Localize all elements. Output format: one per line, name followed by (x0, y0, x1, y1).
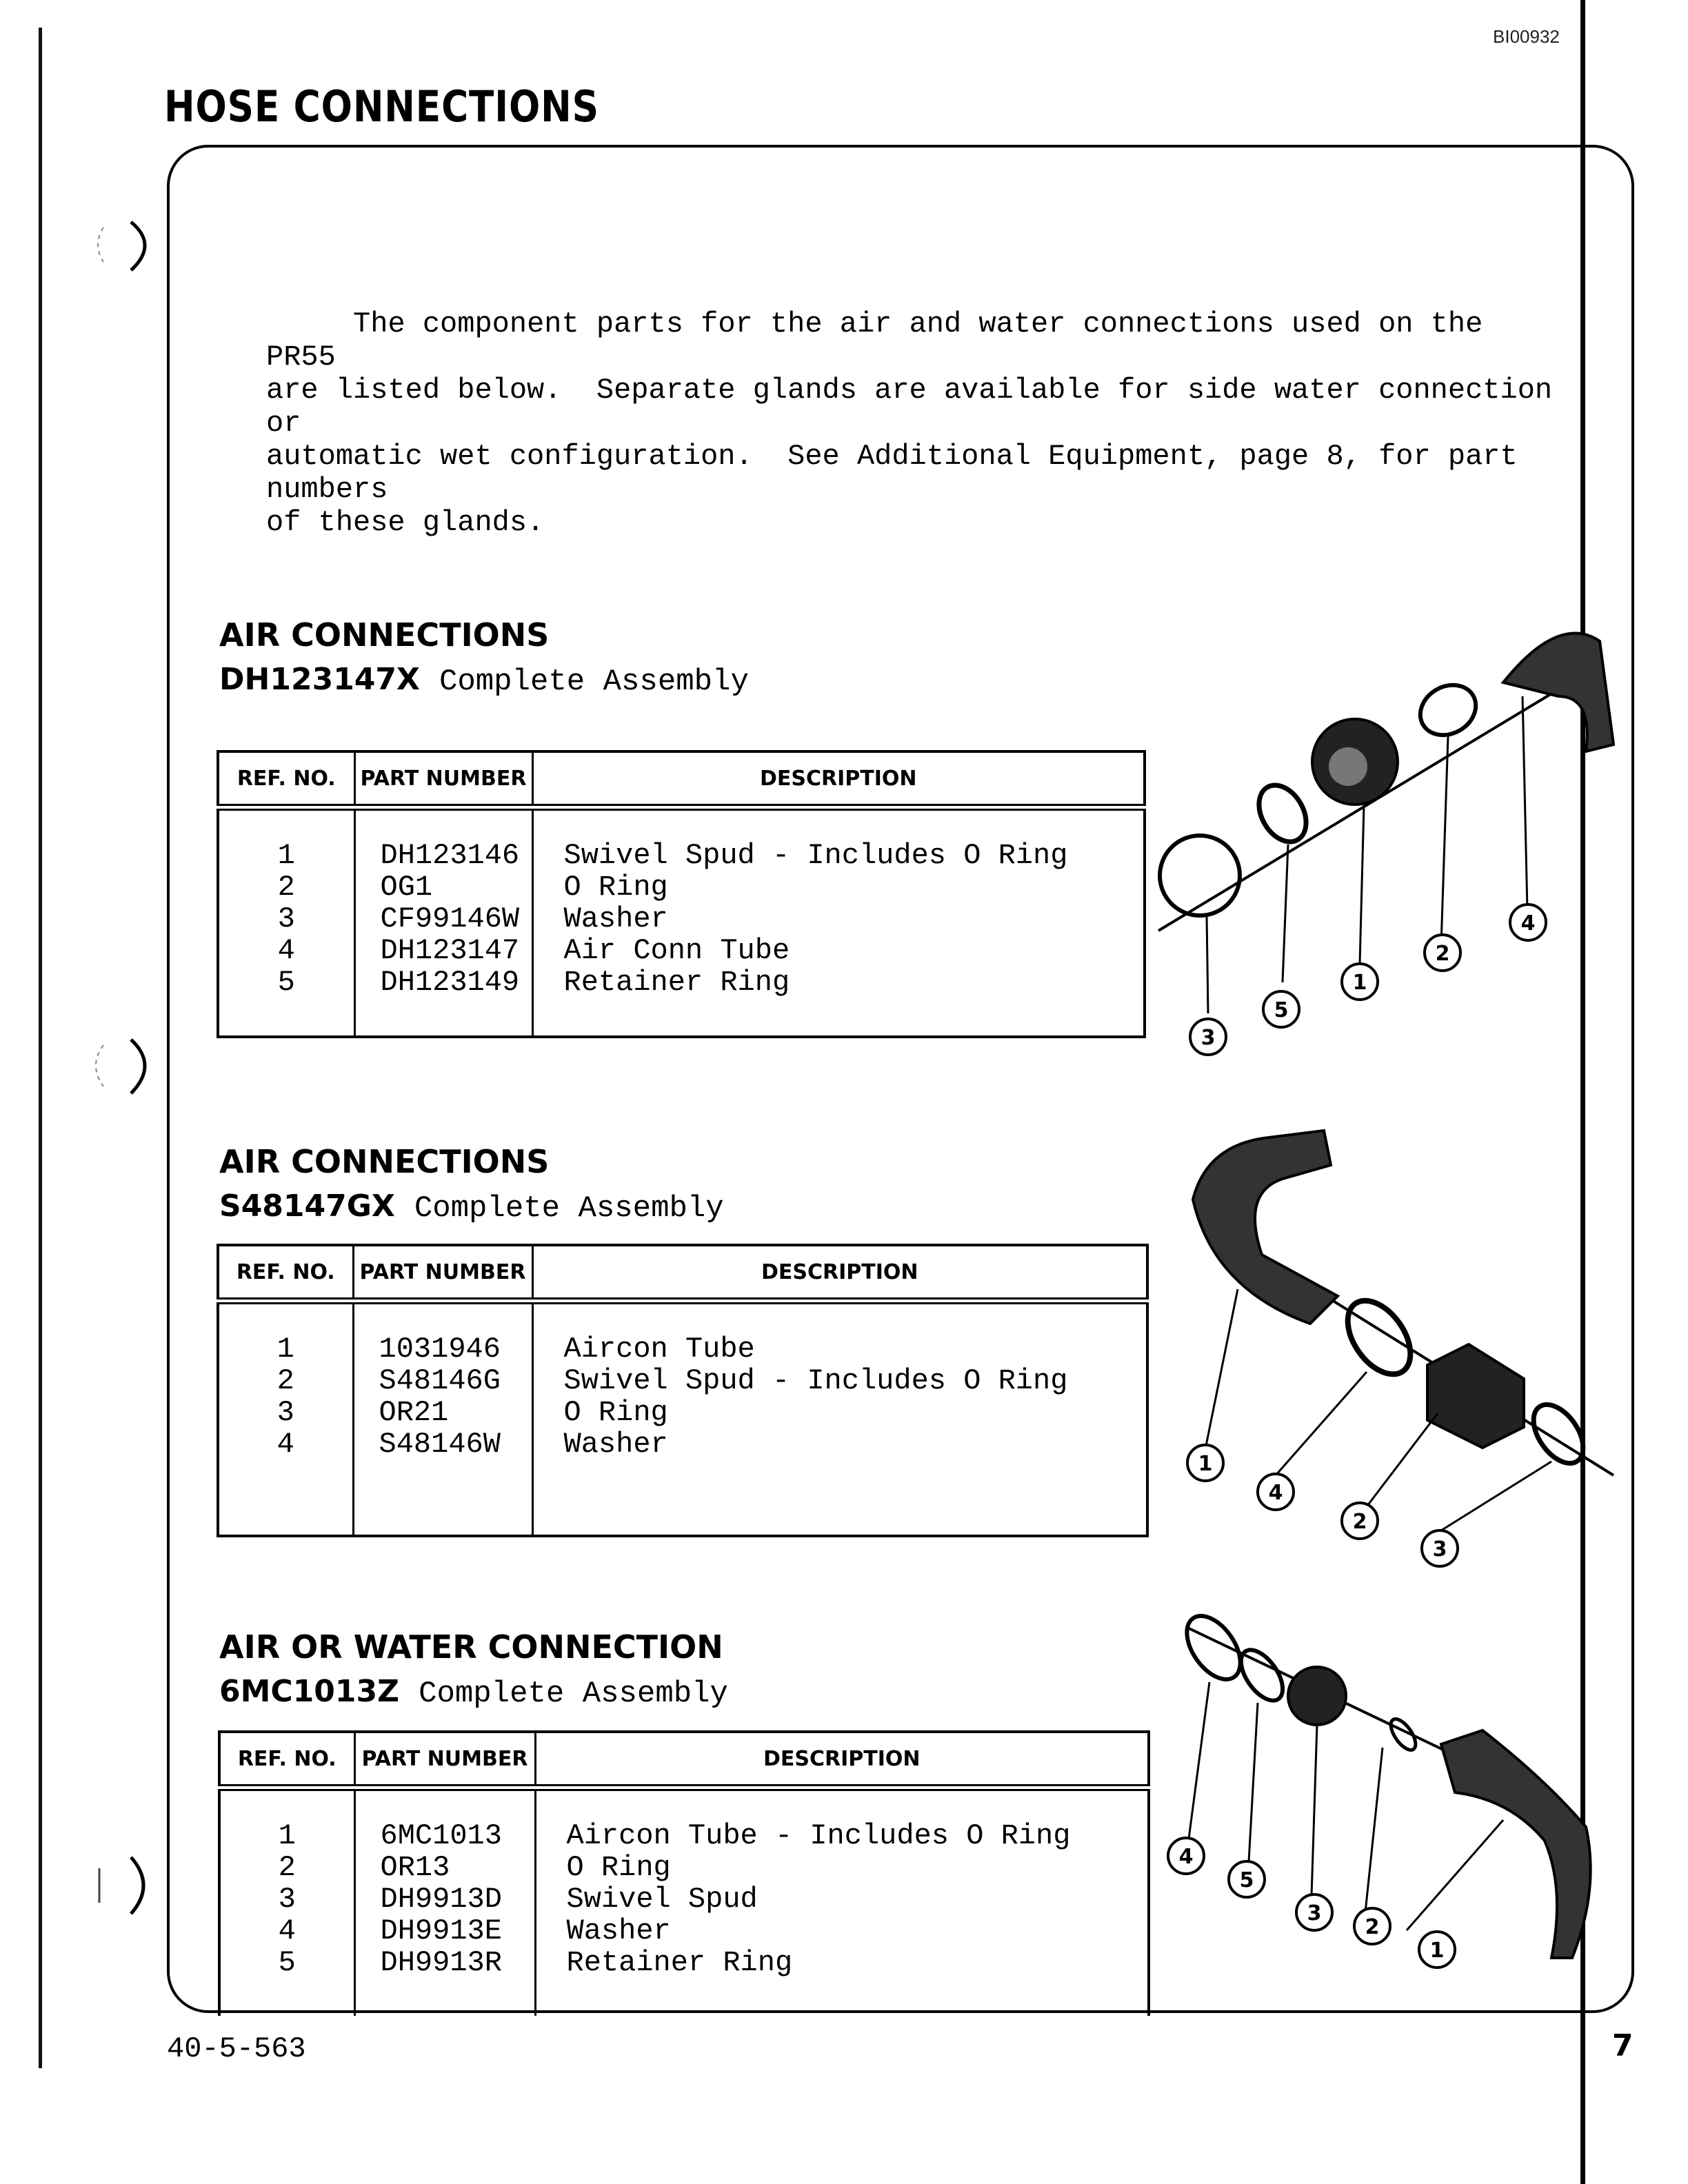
part-number: OR13 (380, 1851, 450, 1884)
ref-number: 4 (278, 1914, 296, 1948)
callout-icon (1296, 1894, 1332, 1930)
ref-number: 2 (278, 1851, 296, 1884)
part-number: CF99146W (380, 902, 520, 936)
callout-number: 5 (1239, 1868, 1254, 1892)
callout-icon (1168, 1838, 1204, 1874)
callout-number: 4 (1268, 1481, 1283, 1505)
part-description: Washer (566, 1914, 671, 1948)
callout-number: 3 (1432, 1537, 1447, 1561)
callout-icon (1342, 1503, 1378, 1539)
callout-number: 1 (1198, 1452, 1213, 1476)
tube-shape-icon (1193, 1131, 1338, 1324)
part-description: Retainer Ring (566, 1946, 793, 1979)
callout-icon (1187, 1445, 1223, 1481)
ref-number: 4 (277, 934, 295, 967)
column-header-ref: REF. NO. (218, 751, 354, 807)
part-description: O Ring (566, 1851, 671, 1884)
ref-number: 2 (277, 1364, 294, 1397)
callout-icon (1190, 1019, 1226, 1055)
part-number: OR21 (379, 1396, 449, 1429)
part-number: OG1 (380, 871, 433, 904)
column-header-desc: DESCRIPTION (535, 1732, 1149, 1788)
callout-number: 2 (1352, 1510, 1367, 1534)
ref-number: 1 (277, 1333, 294, 1366)
part-number: DH123149 (380, 966, 520, 999)
parts-table (217, 750, 1146, 1038)
part-number: S48146W (379, 1428, 501, 1461)
tube-shape-icon (1503, 634, 1614, 751)
intro-paragraph: The component parts for the air and water connections used on the PR55 are listed below. Separate glands are available for side water connection or automatic wet configuration. See Additional Equipment, page 8, for part numbers of these glands. (266, 307, 1553, 539)
part-number: DH9913D (380, 1883, 502, 1916)
assembly-part-number: 6MC1013Z (219, 1674, 400, 1709)
column-header-desc: DESCRIPTION (532, 751, 1145, 807)
document-number: 40-5-563 (167, 2032, 306, 2065)
assembly-description: Complete Assembly (439, 665, 749, 699)
part-description: O Ring (563, 1396, 668, 1429)
column-header-desc: DESCRIPTION (532, 1245, 1147, 1301)
callout-number: 2 (1365, 1915, 1380, 1939)
callout-number: 4 (1520, 911, 1536, 936)
ref-number: 5 (278, 1946, 296, 1979)
ref-number: 3 (277, 1396, 294, 1429)
part-number: DH9913R (380, 1946, 502, 1979)
callout-number: 1 (1429, 1939, 1445, 1963)
ref-number: 4 (277, 1428, 294, 1461)
ref-number: 2 (277, 871, 295, 904)
assembly-part-number: DH123147X (219, 662, 420, 697)
assembly-part-number: S48147GX (219, 1189, 395, 1224)
part-description: Swivel Spud (566, 1883, 758, 1916)
page-number: 7 (1612, 2028, 1634, 2063)
table-row (219, 1788, 1149, 2016)
callout-icon (1263, 991, 1299, 1027)
exploded-view-diagram-1 (1145, 586, 1627, 1069)
part-number: DH123147 (380, 934, 520, 967)
column-header-part: PART NUMBER (354, 751, 532, 807)
callout-icon (1425, 935, 1460, 971)
table-row (218, 1301, 1147, 1536)
column-header-part: PART NUMBER (354, 1732, 535, 1788)
part-number: 1031946 (379, 1333, 501, 1366)
assembly-line (219, 1189, 724, 1226)
callout-number: 4 (1178, 1845, 1194, 1869)
parts-table (218, 1730, 1150, 2016)
callout-number: 3 (1307, 1901, 1322, 1925)
part-description: Swivel Spud - Includes O Ring (563, 1364, 1068, 1397)
part-description: Swivel Spud - Includes O Ring (563, 839, 1068, 872)
section-title: AIR OR WATER CONNECTION (219, 1628, 723, 1666)
parts-table (217, 1244, 1149, 1537)
part-number: DH9913E (380, 1914, 502, 1948)
callout-icon (1510, 904, 1546, 940)
column-header-part: PART NUMBER (353, 1245, 532, 1301)
ref-number: 1 (277, 839, 295, 872)
callout-icon (1422, 1530, 1458, 1566)
binder-hole-icon (83, 1848, 159, 1923)
ref-number: 3 (277, 902, 295, 936)
part-number: 6MC1013 (380, 1819, 502, 1852)
column-header-ref: REF. NO. (218, 1245, 353, 1301)
part-description: Aircon Tube - Includes O Ring (566, 1819, 1071, 1852)
part-description: Aircon Tube (563, 1333, 755, 1366)
table-row (218, 807, 1145, 1037)
exploded-view-diagram-3 (1158, 1599, 1614, 1999)
assembly-description: Complete Assembly (419, 1677, 728, 1711)
callout-icon (1419, 1932, 1455, 1968)
callout-icon (1354, 1908, 1390, 1944)
ref-number: 3 (278, 1883, 296, 1916)
part-description: Retainer Ring (563, 966, 790, 999)
exploded-view-diagram-2 (1165, 1117, 1634, 1572)
ref-number: 5 (277, 966, 295, 999)
document-id: BI00932 (1493, 26, 1560, 47)
callout-number: 5 (1274, 998, 1289, 1022)
part-description: Washer (563, 1428, 668, 1461)
tube-shape-icon (1441, 1730, 1591, 1958)
assembly-line (219, 1674, 728, 1711)
callout-number: 2 (1435, 942, 1450, 966)
assembly-line (219, 662, 749, 699)
part-description: O Ring (563, 871, 668, 904)
assembly-description: Complete Assembly (414, 1191, 724, 1226)
callout-icon (1342, 964, 1378, 1000)
section-title: AIR CONNECTIONS (219, 616, 550, 654)
callout-number: 3 (1200, 1026, 1216, 1050)
ref-number: 1 (278, 1819, 296, 1852)
binder-hole-icon (83, 207, 159, 283)
binder-hole-icon (83, 1027, 159, 1103)
section-title: AIR CONNECTIONS (219, 1143, 550, 1180)
part-description: Air Conn Tube (563, 934, 790, 967)
callout-icon (1229, 1861, 1265, 1897)
callout-number: 1 (1352, 971, 1367, 995)
part-number: S48146G (379, 1364, 501, 1397)
column-header-ref: REF. NO. (219, 1732, 354, 1788)
page-margin-rule (39, 28, 42, 2068)
callout-icon (1258, 1474, 1294, 1510)
part-description: Washer (563, 902, 668, 936)
page-title: HOSE CONNECTIONS (164, 81, 599, 132)
part-number: DH123146 (380, 839, 520, 872)
